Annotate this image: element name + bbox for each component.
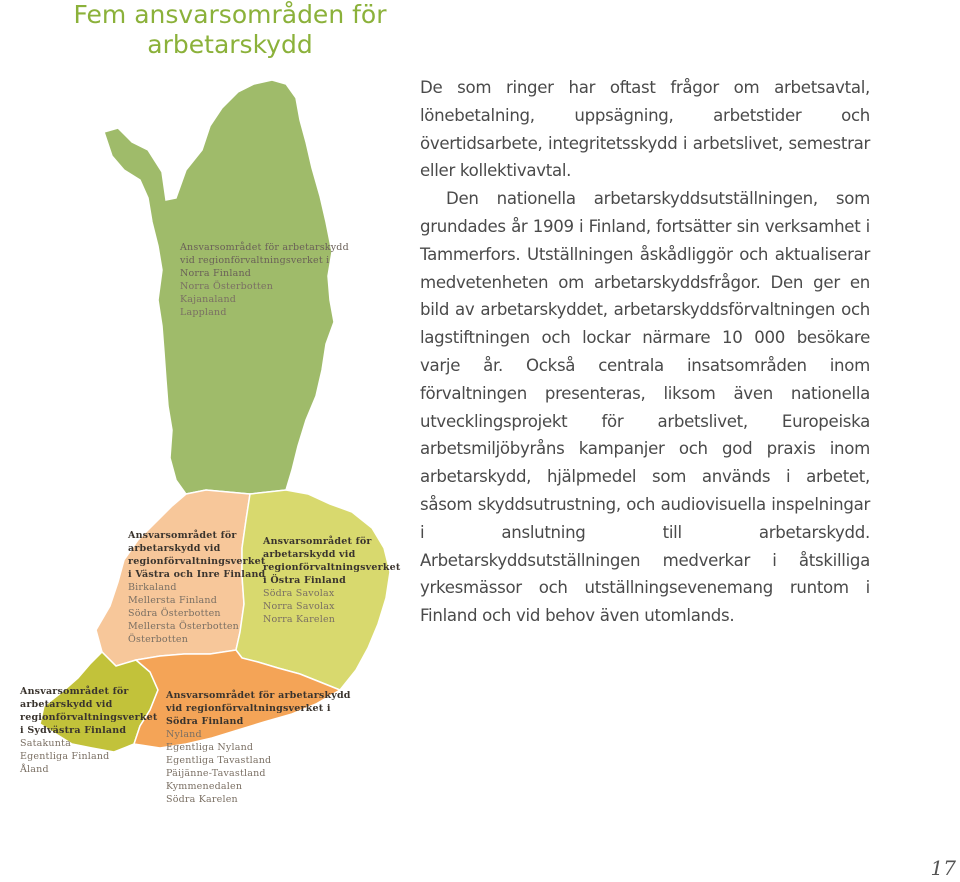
label-southern-finland (166, 689, 351, 806)
paragraph-intro: De som ringer har oftast frågor om arbetsavtal, lönebetalning, uppsägning, arbetstider och övertidsarbete, integritetsskydd i arbetslivet, semestrar eller kollektivavtal. (420, 78, 870, 181)
southwest-heading-3: regionförvaltningsverket (20, 712, 158, 723)
east-heading-2: arbetarskydd vid (263, 549, 356, 560)
east-item: Södra Savolax (263, 588, 335, 599)
label-southwestern-finland (20, 685, 157, 776)
west-item: Birkaland (128, 582, 177, 593)
west-heading-2: arbetarskydd vid (128, 543, 221, 554)
south-item: Kymmenedalen (166, 781, 243, 792)
southwest-item: Egentliga Finland (20, 751, 110, 762)
east-heading-3: regionförvaltningsverket (263, 562, 401, 573)
north-heading-2: vid regionförvaltningsverket i (180, 255, 330, 266)
label-eastern-finland (263, 535, 400, 626)
north-heading-3: Norra Finland (180, 268, 252, 279)
southwest-heading-1: Ansvarsområdet för (20, 686, 129, 697)
east-heading-4: i Östra Finland (263, 575, 346, 586)
north-item: Kajanaland (180, 294, 237, 305)
page-number: 17 (930, 856, 956, 880)
body-text (420, 74, 870, 630)
south-item: Egentliga Tavastland (166, 755, 272, 766)
west-item: Österbotten (128, 634, 189, 645)
west-heading-4: i Västra och Inre Finland (128, 569, 266, 580)
east-item: Norra Savolax (263, 601, 335, 612)
west-item: Mellersta Finland (128, 595, 218, 606)
south-heading-2: vid regionförvaltningsverket i (166, 703, 331, 714)
south-item: Södra Karelen (166, 794, 238, 805)
north-heading-1: Ansvarsområdet för arbetarskydd (180, 242, 349, 253)
north-item: Lappland (180, 307, 227, 318)
north-item: Norra Österbotten (180, 281, 274, 292)
page-title: Fem ansvarsområden för arbetarskydd (73, 0, 387, 59)
east-item: Norra Karelen (263, 614, 336, 625)
south-heading-3: Södra Finland (166, 716, 244, 727)
label-north-finland (180, 241, 349, 319)
west-heading-1: Ansvarsområdet för (128, 530, 237, 541)
west-item: Södra Österbotten (128, 608, 221, 619)
south-item: Nyland (166, 729, 202, 740)
south-heading-1: Ansvarsområdet för arbetarskydd (166, 690, 351, 701)
south-item: Egentliga Nyland (166, 742, 254, 753)
west-item: Mellersta Österbotten (128, 621, 239, 632)
west-heading-3: regionförvaltningsverket (128, 556, 266, 567)
southwest-heading-2: arbetarskydd vid (20, 699, 113, 710)
southwest-item: Satakunta (20, 738, 71, 749)
label-western-inland-finland (128, 529, 265, 646)
southwest-heading-4: i Sydvästra Finland (20, 725, 127, 736)
southwest-item: Åland (20, 764, 49, 775)
south-item: Päijänne-Tavastland (166, 768, 266, 779)
paragraph-exhibition: Den nationella arbetarskyddsutställningen, som grundades år 1909 i Finland, fortsätter sin verksamhet i Tammerfors. Utställningen åskådliggör och aktualiserar medvetenheten om arbetarskyddsfrågor. Den ger en bild av arbetarskyddet, arbetarskyddsförvaltningen och lagstiftningen och lockar närmare 10 000 besökare varje år. Också centrala insatsområden inom förvaltningen presenteras, liksom även nationella utvecklingsprojekt för arbetslivet, Europeiska arbetsmiljöbyråns kampanjer och god praxis inom arbetarskydd, hjälpmedel som används i arbetet, såsom skyddsutrustning, och audiovisuella inspelningar i anslutning till arbetarskydd. Arbetarskyddsutställningen medverkar i åtskilliga yrkesmässor och utställningsevenemang runtom i Finland och vid behov även utomlands. (420, 189, 870, 626)
east-heading-1: Ansvarsområdet för (263, 536, 372, 547)
